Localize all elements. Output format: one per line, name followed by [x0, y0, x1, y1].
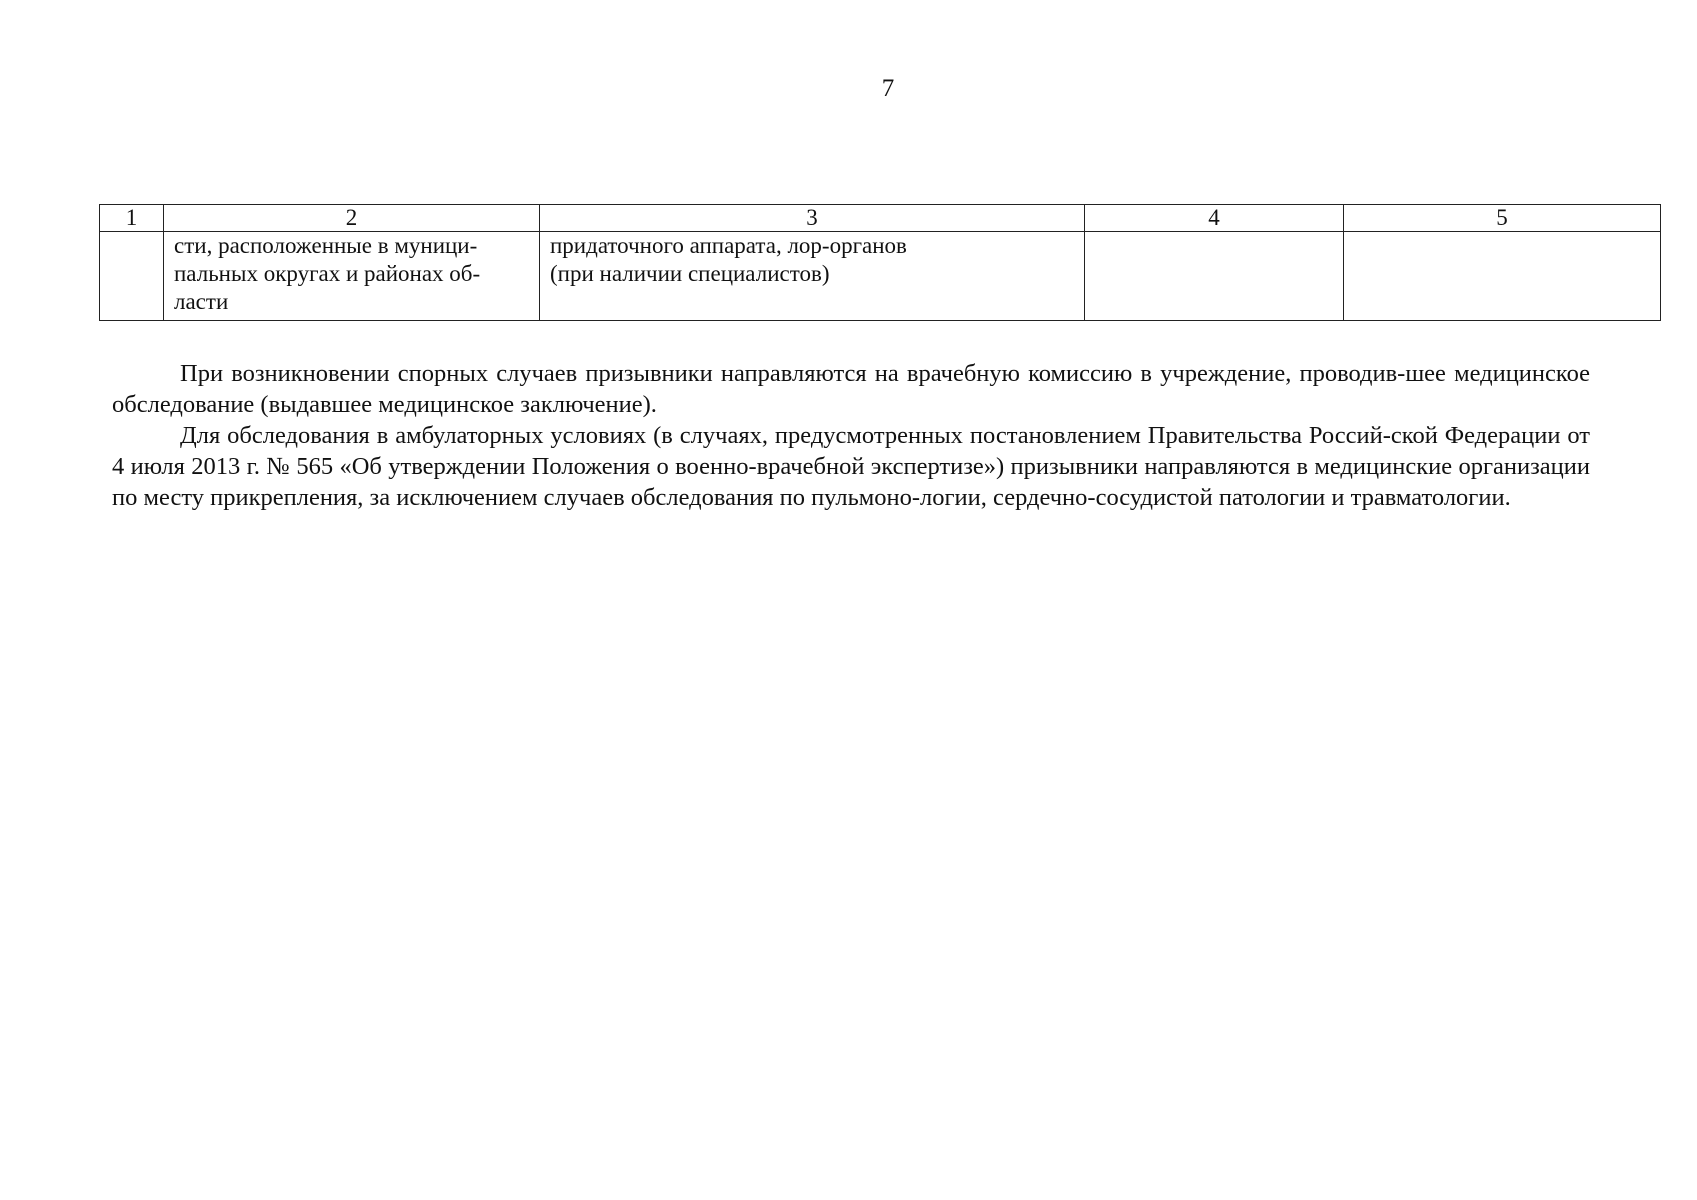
table-row: [100, 232, 1661, 321]
paragraph-outpatient-examination: Для обследования в амбулаторных условиях (в случаях, предусмотренных постановлением Правительства Россий-ской Федерации от 4 июля 2013 г. № 565 «Об утверждении Положения о военно-врачебной экспертизе») призывники направляются в медицинские организации по месту прикрепления, за исключением случаев обследования по пульмоно-логии, сердечно-сосудистой патологии и травматологии.: [112, 422, 1590, 511]
body-text: [112, 358, 1590, 513]
table-cell-3: придаточного аппарата, лор-органов (при наличии специалистов): [540, 232, 1085, 321]
column-number-2: 2: [164, 205, 540, 232]
column-number-5: 5: [1344, 205, 1661, 232]
paragraph-disputed-cases: При возникновении спорных случаев призывники направляются на врачебную комиссию в учреждение, проводив-шее медицинское обследование (выдавшее медицинское заключение).: [112, 360, 1590, 418]
table-cell-2: сти, расположенные в муници- пальных округах и районах об- ласти: [164, 232, 540, 321]
table-header-row: [100, 205, 1661, 232]
document-table: [99, 204, 1661, 321]
column-number-3: 3: [540, 205, 1085, 232]
table-cell-4: [1085, 232, 1344, 321]
table-cell-5: [1344, 232, 1661, 321]
page-number: 7: [881, 75, 895, 102]
column-number-4: 4: [1085, 205, 1344, 232]
column-number-1: 1: [100, 205, 164, 232]
table-cell-1: [100, 232, 164, 321]
